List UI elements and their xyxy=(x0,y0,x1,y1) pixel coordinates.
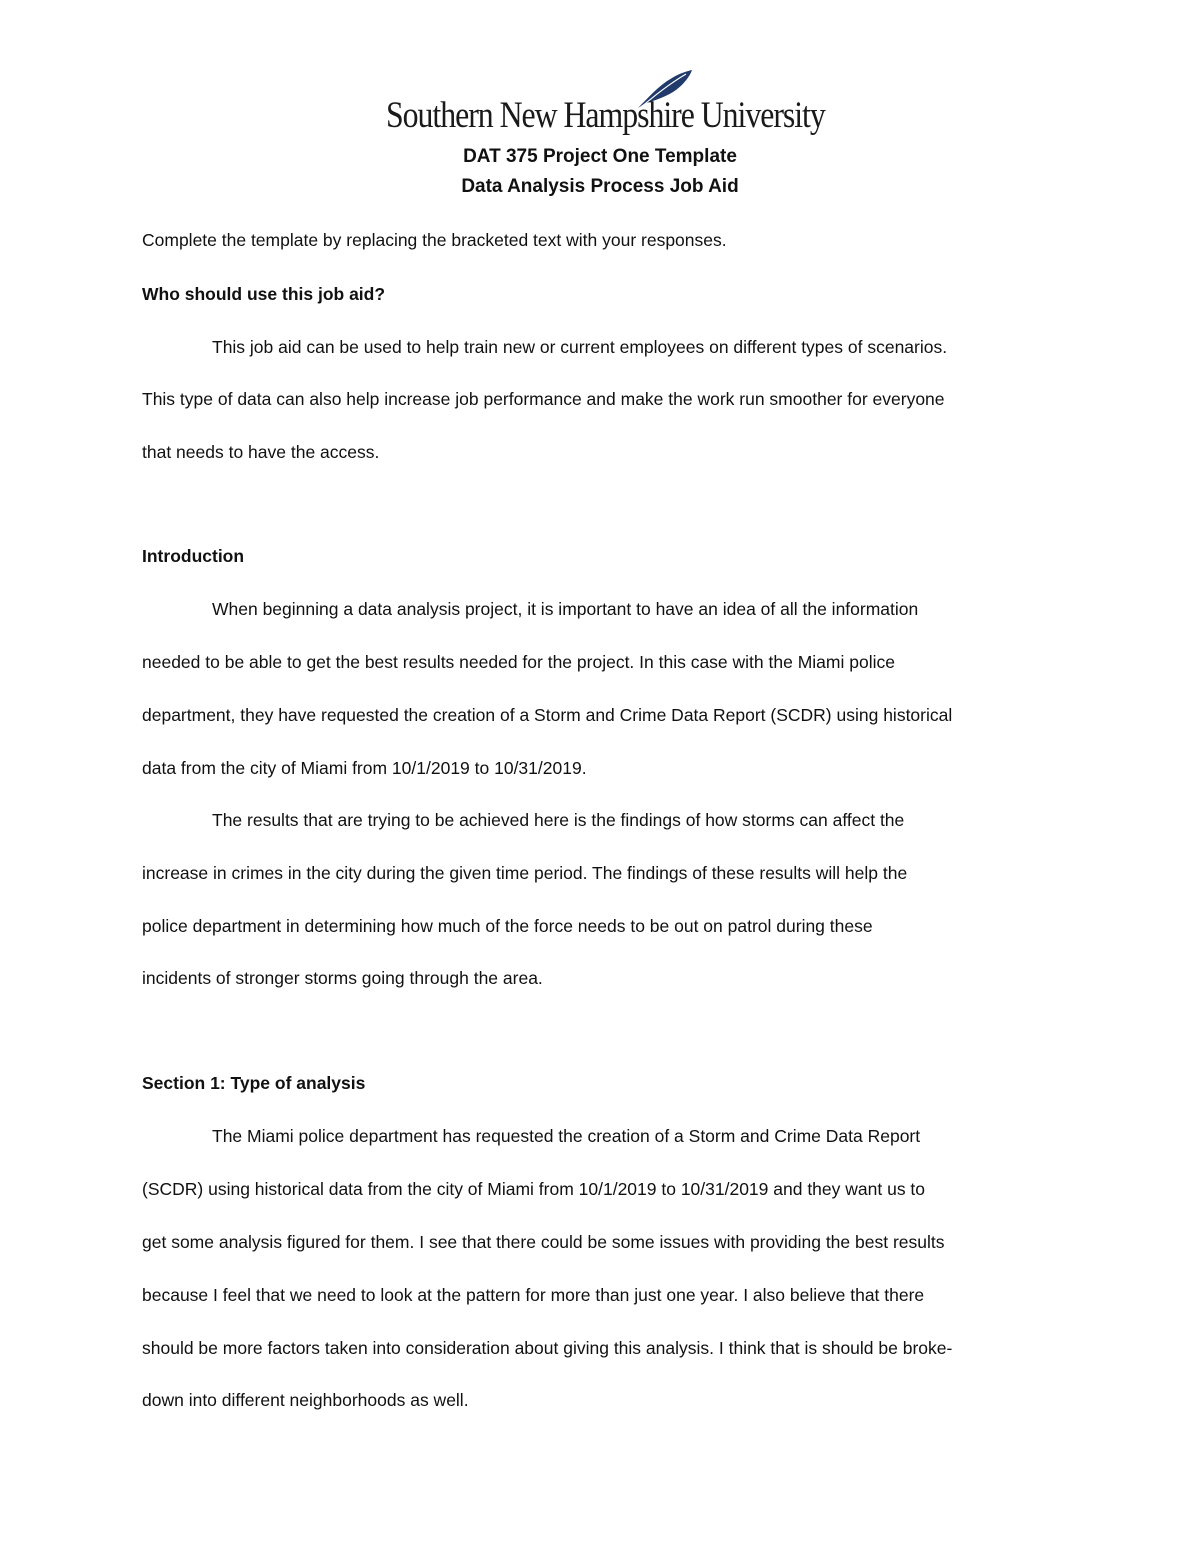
paragraph-line: increase in crimes in the city during the given time period. The findings of these results will help the xyxy=(142,863,908,883)
paragraph-line: because I feel that we need to look at the pattern for more than just one year. I also believe that there xyxy=(142,1285,925,1305)
paragraph-line: The results that are trying to be achieved here is the findings of how storms can affect the xyxy=(212,810,905,830)
paragraph-line: When beginning a data analysis project, it is important to have an idea of all the information xyxy=(212,599,919,619)
paragraph-line: should be more factors taken into consideration about giving this analysis. I think that is should be broke- xyxy=(142,1338,953,1358)
paragraph-line: department, they have requested the creation of a Storm and Crime Data Report (SCDR) using historical xyxy=(142,705,953,725)
university-logo xyxy=(386,68,825,140)
paragraph-line: (SCDR) using historical data from the city of Miami from 10/1/2019 to 10/31/2019 and they want us to xyxy=(142,1179,926,1199)
paragraph-line: data from the city of Miami from 10/1/2019 to 10/31/2019. xyxy=(142,758,587,778)
paragraph-line: This type of data can also help increase job performance and make the work run smoother for everyone xyxy=(142,389,945,409)
section1-heading: Section 1: Type of analysis xyxy=(142,1073,366,1093)
logo-wordmark: Southern New Hampshire University xyxy=(386,95,825,136)
paragraph-line: incidents of stronger storms going through the area. xyxy=(142,968,543,988)
document-title: DAT 375 Project One Template xyxy=(463,146,737,167)
introduction-heading: Introduction xyxy=(142,546,245,566)
instructions-text: Complete the template by replacing the bracketed text with your responses. xyxy=(142,230,727,250)
paragraph-line: get some analysis figured for them. I see that there could be some issues with providing the best results xyxy=(142,1232,945,1252)
paragraph-line: down into different neighborhoods as well. xyxy=(142,1390,469,1410)
who-heading: Who should use this job aid? xyxy=(142,284,386,304)
paragraph-line: This job aid can be used to help train new or current employees on different types of scenarios. xyxy=(212,337,948,357)
paragraph-line: needed to be able to get the best results needed for the project. In this case with the Miami police xyxy=(142,652,895,672)
document-subtitle: Data Analysis Process Job Aid xyxy=(461,176,739,197)
paragraph-line: police department in determining how much of the force needs to be out on patrol during these xyxy=(142,916,873,936)
paragraph-line: that needs to have the access. xyxy=(142,442,380,462)
paragraph-line: The Miami police department has requested the creation of a Storm and Crime Data Report xyxy=(212,1126,921,1146)
